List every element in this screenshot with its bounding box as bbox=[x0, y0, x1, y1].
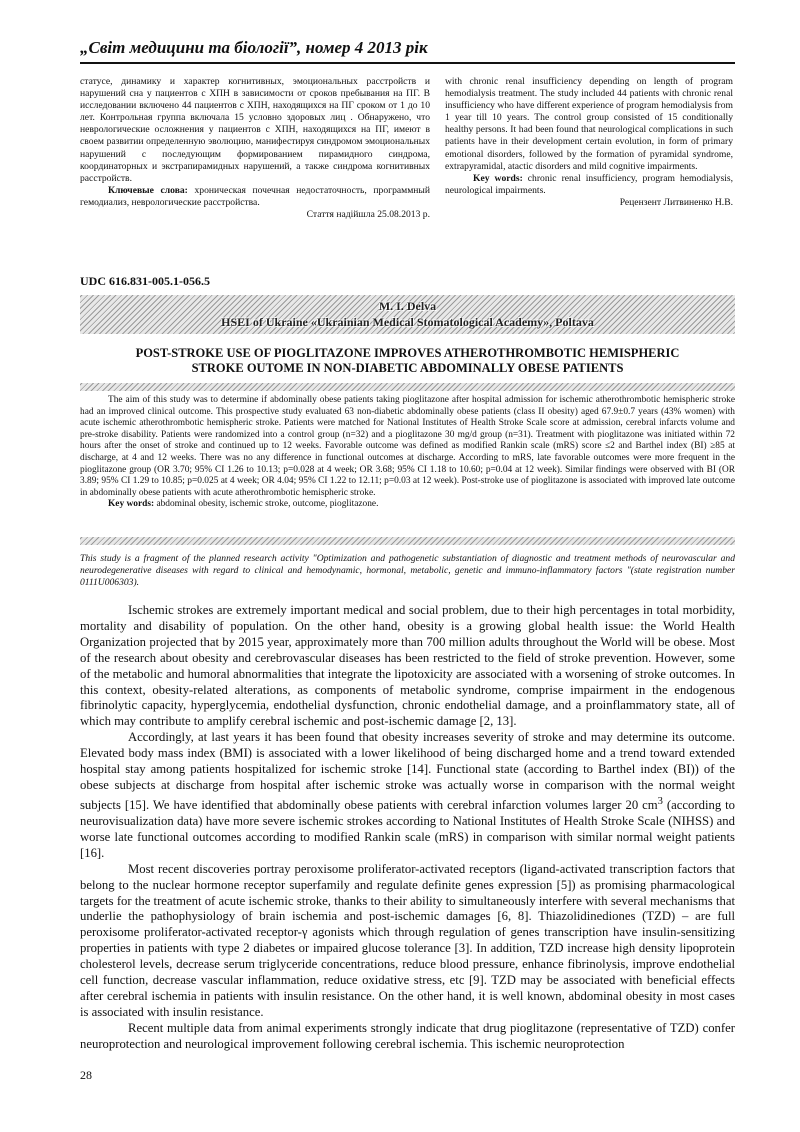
abstract-text: The aim of this study was to determine if abdominally obese patients taking pioglitazone after hospital admission for ischemic atherothrombotic hemispheric stroke had an improved clinical outcome. This prospective study evaluated 63 non-diabetic abdominally obese patients (class II obesity) aged 67.9±0.7 years (43% women) with acute ischemic atherothrombotic hemispheric stroke. Patients were matched for National Institutes of Health Stroke Scale score at admission, cerebral infarcts volume and pre-stroke disability. Patients were randomized into a control group (n=32) and a pioglitazone 30 mg/d group (n=31). Treatment with pioglitazone was initiated within 72 hours after the onset of stroke and continued up to 12 weeks. Favorable outcome was defined as modified Rankin scale (mRS) score ≤2 and Barthel index (BI) ≥85 at discharge, at 4 and 12 weeks. There was no any difference in functional outcomes at discharge. According to mRS, late favorable outcomes were more frequent in the pioglitazone group (OR 3.70; 95% CI 1.26 to 10.13; p=0.028 at 4 week; OR 3.68; 95% CI 1.18 to 10.60; p=0.04 at 12 week). Similar findings were observed with BI (OR 3.89; 95% CI 1.29 to 10.85; p=0.025 at 4 week; OR 4.04; 95% CI 1.22 to 12.11; p=0.03 at 12 week). Post-stroke use of pioglitazone is associated with improved late outcome in abdominally obese patients with acute atherothrombotic hemispheric stroke. bbox=[80, 395, 735, 498]
article-title-line-2: STROKE OUTOME IN NON-DIABETIC ABDOMINALLY OBESE PATIENTS bbox=[191, 361, 624, 375]
english-summary bbox=[445, 76, 733, 209]
english-keywords-text: chronic renal insufficiency, program hemodialysis, neurological impairments. bbox=[445, 172, 733, 196]
body-paragraph-1: Ischemic strokes are extremely important medical and social problem, due to their high percentages in total morbidity, mortality and disability of population. On the other hand, obesity is a growing global health issue: the World Health Organization projected that by 2015 year, approximately more than 700 million adults throughout the World will be obese. Most of the research about obesity and cerebrovascular diseases has been restricted to the field of stroke prevention. However, some of the metabolic and humoral abnormalities that integrate the lipotoxicity are associated with a worsening of stroke outcomes. In this context, obesity-related alterations, as components of metabolic syndrome, comprise impairment in the endogenous fibrinolytic capacity, hyperglycemia, endothelial dysfunction, chronic endothelial damage, and a proinflammatory state, all of which may contribute to amplify cerebral ischemic and post-ischemic damage [2, 13]. bbox=[80, 603, 735, 729]
research-fragment-note: This study is a fragment of the planned research activity "Optimization and pathogenetic substantiation of diagnostic and treatment methods of neurovascular and neurodegenerative diseases with regard to clinical and hemodynamic, hormonal, metabolic, genetic and immuno-inflammatory factors "(state registration number 0111U006303). bbox=[80, 553, 735, 588]
abstract-keywords-text: abdominal obesity, ischemic stroke, outcome, pioglitazone. bbox=[156, 499, 379, 510]
page-number: 28 bbox=[80, 1068, 92, 1082]
received-date: Стаття надійшла 25.08.2013 р. bbox=[306, 209, 430, 221]
body-paragraph-2-end: (according to neurovisualization data) have more severe ischemic strokes according to National Institutes of Health Stroke Scale (NIHSS) and worse late functional outcomes according to modified Rankin scale (mRS) in comparison with similar normal weight patients [16]. bbox=[80, 798, 735, 860]
russian-keywords-label: Ключевые слова: bbox=[108, 184, 188, 196]
english-keywords-label: Key words: bbox=[473, 172, 523, 184]
cubic-superscript: 3 bbox=[657, 795, 663, 807]
udc-code: UDC 616.831-005.1-056.5 bbox=[80, 274, 210, 288]
english-keywords bbox=[445, 173, 733, 197]
russian-keywords bbox=[80, 185, 430, 209]
article-body bbox=[80, 603, 735, 1053]
article-title-line-1: POST-STROKE USE OF PIOGLITAZONE IMPROVES ATHEROTHROMBOTIC HEMISPHERIC bbox=[135, 346, 680, 360]
body-paragraph-4: Recent multiple data from animal experiments strongly indicate that drug pioglitazone (representative of TZD) confer neuroprotection and neurological improvement following cerebral ischemia. This ischemic neuroprotection bbox=[80, 1020, 735, 1051]
russian-summary bbox=[80, 76, 430, 221]
body-paragraph-3: Most recent discoveries portray peroxisome proliferator-activated receptors (ligand-activated transcription factors that belong to the nuclear hormone receptor superfamily and regulate definite genes expression [5]) as promising pharmacological targets for the treatment of acute ischemic stroke, thanks to their ability to simultaneously interfere with several mechanisms that underlie the pathophysiology of brain ischemia and post-ischemic damages [6, 8]. Thiazolidinediones (TZD) – are full peroxisome proliferator-activated receptor-γ agonists which through regulation of genes transcription have insulin-sensitizing properties in patients with type 2 diabetes or impaired glucose tolerance [3]. In addition, TZD increase high density lipoprotein cholesterol levels, decrease serum triglyceride concentrations, reduce blood pressure, enhance fibrinolysis, improve endothelial cell function, decrease vascular inflammation, reduce oxidative stress, etc [9]. TZD may be associated with beneficial effects after cerebral ischemia in patients with insulin resistance. On the other hand, it is well known, abdominal obesity in most cases is associated with insulin resistance. bbox=[80, 861, 735, 1019]
abstract-keywords bbox=[80, 499, 735, 511]
abstract-keywords-label: Key words: bbox=[108, 499, 155, 510]
author-affiliation: HSEI of Ukraine «Ukrainian Medical Stomatological Academy», Poltava bbox=[221, 315, 594, 329]
author-band bbox=[80, 295, 735, 334]
author-name: M. I. Delva bbox=[378, 299, 437, 313]
english-summary-text: with chronic renal insufficiency depending on length of program hemodialysis treatment. The study included 44 patients with chronic renal insufficiency who have different experience of program hemodialysis from 1 year till 10 years. The control group consisted of 15 conditionally healthy persons. It had been found that neurological complications in such patients have in their development certain evolution, in form of primary emotional disorders, followed by the formation of pyramidal syndrome, extrapyramidal, atactic disorders and mild cognitive impairments. bbox=[445, 76, 733, 172]
russian-summary-text: статусе, динамику и характер когнитивных, эмоциональных расстройств и нарушений сна у пациентов с ХПН в зависимости от сроков пребывания на ПГ. В исследовании включено 44 пациентов с ХПН, находящихся на ПГ сроком от 1 до 10 лет. Контрольная группа включала 15 условно здоровых лиц . Обнаружено, что неврологические осложнения у пациентов с ХПН, находящихся на ПГ, имеют в своем развитии определенную эволюцию, манифестируя синдромом эмоциональных нарушений с последующим формированием пирамидного синдрома, координаторных и экстрапирамидных нарушений, а также синдрома когнитивных расстройств. bbox=[80, 76, 430, 184]
journal-header: „Світ медицини та біології”, номер 4 2013 рік bbox=[80, 38, 428, 57]
hatched-divider-top bbox=[80, 383, 735, 391]
body-paragraph-2 bbox=[80, 730, 735, 861]
article-title bbox=[80, 346, 735, 376]
russian-keywords-text: хроническая почечная недостаточность, программный гемодиализ, неврологические расстройства. bbox=[80, 184, 430, 208]
header-rule bbox=[80, 62, 735, 64]
reviewer: Рецензент Литвиненко Н.В. bbox=[619, 196, 733, 208]
hatched-divider-bottom bbox=[80, 537, 735, 545]
body-paragraph-2-start: Accordingly, at last years it has been found that obesity increases severity of stroke and may determine its outcome. Elevated body mass index (BMI) is associated with a lower likelihood of being discharged home and a trend toward extended hospital stay among patients hospitalized for ischemic stroke [14]. Functional state (according to Barthel index (BI)) of the obese subjects at discharge from hospital after ischemic stroke was actually worse in comparison with the normal weight subjects [15]. We have identified that abdominally obese patients with cerebral infarction volumes larger 20 cm bbox=[80, 730, 735, 813]
abstract bbox=[80, 395, 735, 511]
